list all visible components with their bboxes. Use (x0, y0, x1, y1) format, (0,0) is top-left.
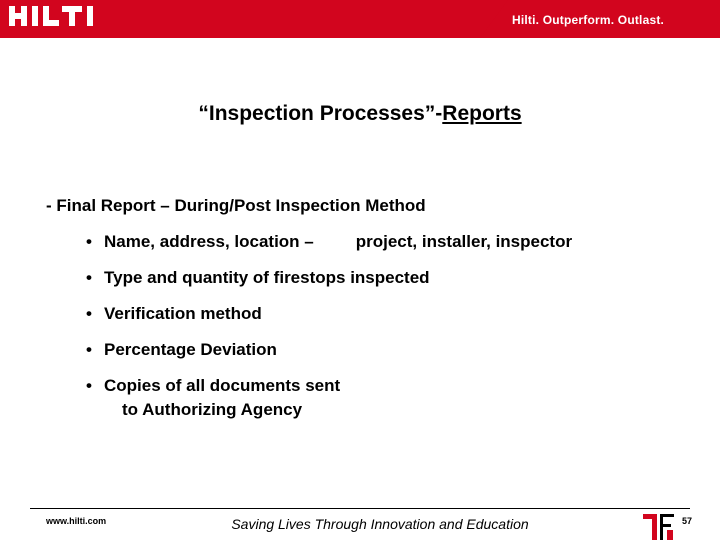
bullet-text: Type and quantity of firestops inspected (104, 268, 430, 287)
bullet-item (86, 340, 277, 360)
section-subhead: - Final Report – During/Post Inspection Method (46, 196, 426, 215)
bullet-dot: • (86, 376, 92, 395)
bullet-dot: • (86, 340, 92, 359)
bullet-dot: • (86, 232, 92, 251)
footer-url[interactable]: www.hilti.com (46, 516, 107, 526)
header-tagline: Hilti. Outperform. Outlast. (512, 13, 665, 27)
page-number: 57 (682, 516, 693, 526)
hilti-logo-icon (9, 6, 103, 26)
bullet-item (86, 268, 430, 288)
slide-title (0, 102, 720, 126)
bullet-text: Percentage Deviation (104, 340, 277, 359)
bullet-text-cont: project, installer, inspector (355, 232, 573, 251)
bullet-dot: • (86, 268, 92, 287)
bullet-text: Copies of all documents sent (104, 376, 341, 395)
header-bar (0, 0, 720, 38)
bullet-dot: • (86, 304, 92, 323)
bullet-text: Verification method (104, 304, 262, 323)
firestop-logo-icon (643, 512, 679, 540)
bullet-item (86, 304, 262, 324)
title-part1: “Inspection Processes”- (198, 102, 443, 125)
footer-divider (30, 508, 690, 509)
footer-slogan: Saving Lives Through Innovation and Education (231, 516, 529, 532)
bullet-text: Name, address, location – (104, 232, 314, 251)
bullet-item (86, 376, 340, 396)
title-part2: Reports (442, 102, 522, 125)
bullet-text-cont: to Authorizing Agency (122, 400, 303, 419)
bullet-item (86, 232, 572, 252)
